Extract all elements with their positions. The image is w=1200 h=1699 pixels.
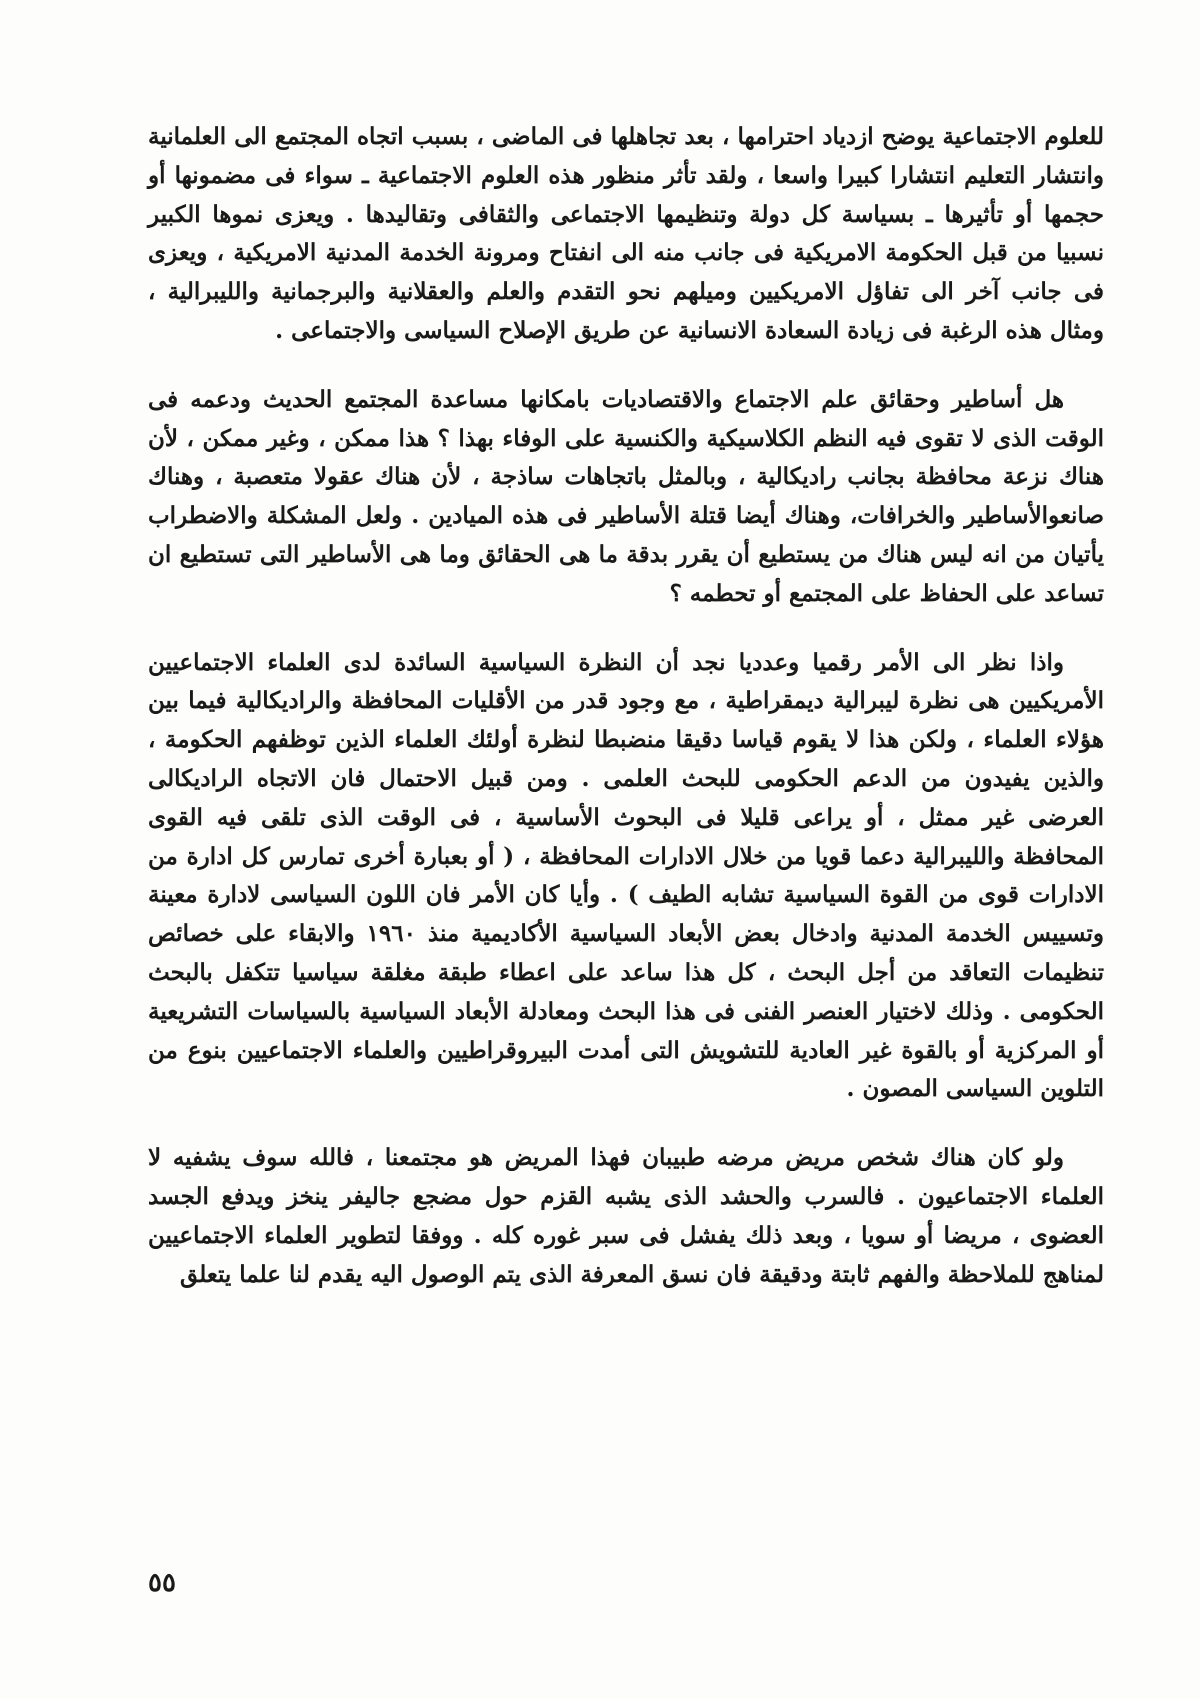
paragraph-2: هل أساطير وحقائق علم الاجتماع والاقتصاديات بامكانها مساعدة المجتمع الحديث ودعمه فى الوقت الذى لا تقوى فيه النظم الكلاسيكية والكنسية على الوفاء بهذا ؟ هذا ممكن ، وغير ممكن ، لأن هناك نزعة محافظة بجانب راديكالية ، وبالمثل باتجاهات ساذجة ، لأن هناك عقولا متعصبة ، وهناك صانعوالأساطير والخرافات، وهناك أيضا قتلة الأساطير فى هذه الميادين . ولعل المشكلة والاضطراب يأتيان من انه ليس هناك من يستطيع أن يقرر بدقة ما هى الحقائق وما هى الأساطير التى تستطيع ان تساعد على الحفاظ على المجتمع أو تحطمه ؟ [148, 385, 1104, 607]
paragraph-3: واذا نظر الى الأمر رقميا وعدديا نجد أن النظرة السياسية السائدة لدى العلماء الاجتماعيين الأمريكيين هى نظرة ليبرالية ديمقراطية ، مع وجود قدر من الأقليات المحافظة والراديكالية فيما بين هؤلاء العلماء ، ولكن هذا لا يقوم قياسا دقيقا منضبطا لنظرة أولئك العلماء الذين توظفهم الحكومة ، والذين يفيدون من الدعم الحكومى للبحث العلمى . ومن قبيل الاحتمال فان الاتجاه الراديكالى العرضى غير ممثل ، أو يراعى قليلا فى البحوث الأساسية ، فى الوقت الذى تلقى فيه القوى المحافظة والليبرالية دعما قويا من خلال الادارات المحافظة ، ( أو بعبارة أخرى تمارس كل ادارة من الادارات قوى من القوة السياسية تشابه الطيف ) . وأيا كان الأمر فان اللون السياسى لادارة معينة وتسييس الخدمة المدنية وادخال بعض الأبعاد السياسية الأكاديمية منذ ١٩٦٠ والابقاء على خصائص تنظيمات التعاقد من أجل البحث ، كل هذا ساعد على اعطاء طبقة مغلقة سياسيا تتكفل بالبحث الحكومى . وذلك لاختيار العنصر الفنى فى هذا البحث ومعادلة الأبعاد السياسية بالسياسات التشريعية أو المركزية أو بالقوة غير العادية للتشويش التى أمدت البيروقراطيين والعلماء الاجتماعيين بنوع من التلوين السياسى المصون . [148, 648, 1104, 1103]
body-text [148, 118, 1104, 1294]
paragraph-4: ولو كان هناك شخص مريض مرضه طبيبان فهذا المريض هو مجتمعنا ، فالله سوف يشفيه لا العلماء الاجتماعيون . فالسرب والحشد الذى يشبه القزم حول مضجع جاليفر ينخز ويدفع الجسد العضوى ، مريضا أو سويا ، وبعد ذلك يفشل فى سبر غوره كله . ووفقا لتطوير العلماء الاجتماعيين لمناهج للملاحظة والفهم ثابتة ودقيقة فان نسق المعرفة الذى يتم الوصول اليه يقدم لنا علما يتعلق [148, 1144, 1104, 1288]
paragraph-1: للعلوم الاجتماعية يوضح ازدياد احترامها ، بعد تجاهلها فى الماضى ، بسبب اتجاه المجتمع الى العلمانية وانتشار التعليم انتشارا كبيرا واسعا ، ولقد تأثر منظور هذه العلوم الاجتماعية ـ سواء فى مضمونها أو حجمها أو تأثيرها ـ بسياسة كل دولة وتنظيمها الاجتماعى والثقافى وتقاليدها . ويعزى نموها الكبير نسبيا من قبل الحكومة الامريكية فى جانب منه الى انفتاح ومرونة الخدمة المدنية الامريكية ، ويعزى فى جانب آخر الى تفاؤل الامريكيين وميلهم نحو التقدم والعلم والعقلانية والبرجمانية والليبرالية ، ومثال هذه الرغبة فى زيادة السعادة الانسانية عن طريق الإصلاح السياسى والاجتماعى . [148, 123, 1104, 344]
page-number: ٥٥ [148, 1568, 176, 1598]
